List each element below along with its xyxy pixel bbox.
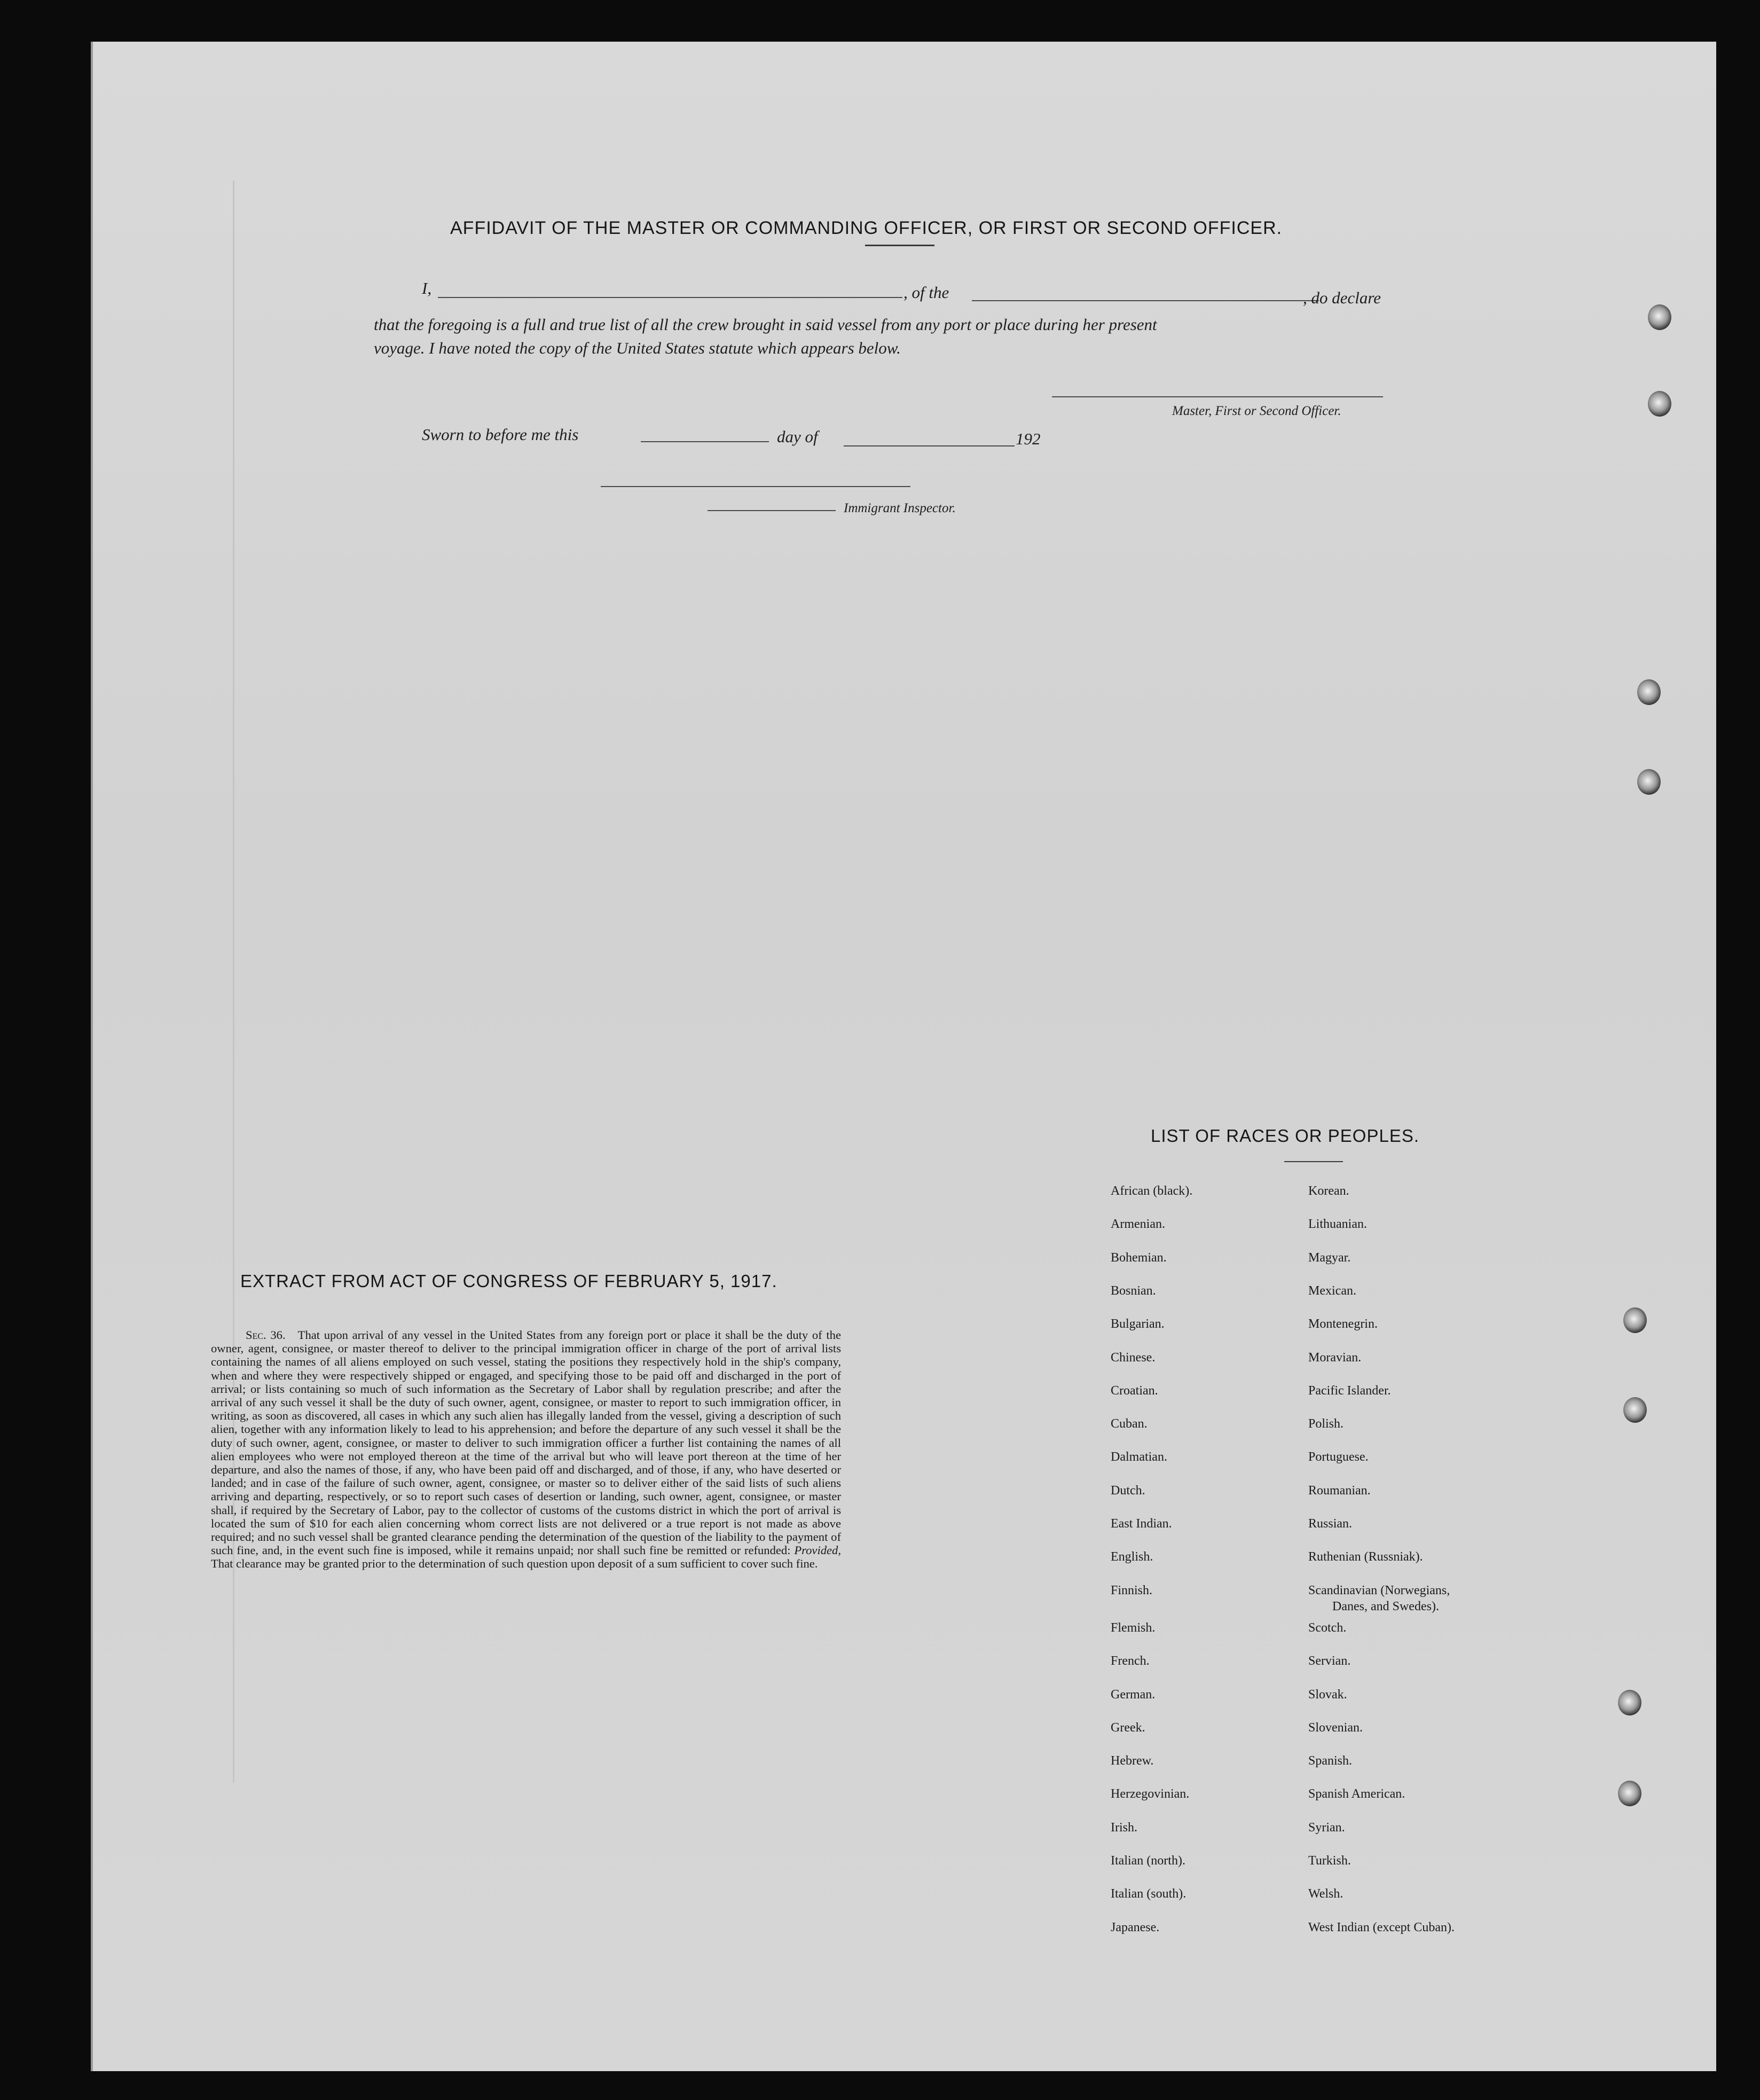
race-list-item: Bulgarian. — [1111, 1317, 1165, 1331]
year-prefix: 192 — [1016, 429, 1041, 448]
race-list-item: Russian. — [1308, 1517, 1353, 1531]
race-list-item: Servian. — [1308, 1654, 1351, 1668]
race-list-item: Hebrew. — [1111, 1754, 1154, 1768]
race-list-item: Dalmatian. — [1111, 1450, 1167, 1464]
race-list-item: Spanish American. — [1308, 1787, 1405, 1801]
inspector-signature-label: Immigrant Inspector. — [844, 501, 956, 515]
race-list-item: Turkish. — [1308, 1854, 1351, 1868]
document-sheet — [91, 42, 1716, 2071]
races-title-underline — [1284, 1161, 1343, 1162]
race-list-item: Italian (north). — [1111, 1854, 1185, 1868]
race-list-item: Moravian. — [1308, 1351, 1362, 1365]
do-declare-text: , do declare — [1303, 288, 1381, 307]
day-of-text: day of — [777, 427, 818, 446]
race-list-item: Mexican. — [1308, 1284, 1356, 1298]
extract-statute-text — [211, 1328, 841, 1571]
race-list-item: Slovenian. — [1308, 1721, 1363, 1735]
affidavit-title: AFFIDAVIT OF THE MASTER OR COMMANDING OFFICER, OR FIRST OR SECOND OFFICER. — [450, 218, 1283, 238]
extract-title: EXTRACT FROM ACT OF CONGRESS OF FEBRUARY 5, 1917. — [240, 1271, 777, 1291]
punch-hole-icon — [1618, 1690, 1641, 1715]
master-signature-label: Master, First or Second Officer. — [1172, 404, 1341, 418]
sworn-text: Sworn to before me this — [422, 425, 579, 444]
race-list-item: Polish. — [1308, 1417, 1344, 1431]
race-list-item: Roumanian. — [1308, 1484, 1371, 1498]
section-number: Sec. 36. — [246, 1328, 286, 1342]
sworn-month-field[interactable] — [844, 445, 1015, 446]
punch-hole-icon — [1648, 391, 1671, 417]
race-list-item: Chinese. — [1111, 1351, 1156, 1365]
race-list-item: Italian (south). — [1111, 1887, 1187, 1901]
declaration-line-3: voyage. I have noted the copy of the United States statute which appears below. — [374, 339, 901, 357]
race-list-item: Irish. — [1111, 1821, 1137, 1835]
race-list-item: Welsh. — [1308, 1887, 1343, 1901]
race-list-item: Magyar. — [1308, 1251, 1351, 1265]
race-list-item: Spanish. — [1308, 1754, 1353, 1768]
race-list-item: West Indian (except Cuban). — [1308, 1921, 1455, 1934]
punch-hole-icon — [1637, 769, 1661, 795]
sworn-day-field[interactable] — [641, 441, 769, 442]
statute-text-part-1: That upon arrival of any vessel in the United States from any foreign port or place it shall be the duty of the owner, agent, consignee, or master thereof to deliver to the principal immigration officer in charge of the port of arrival lists containing the names of all aliens employed on such vessel, stating the positions they respectively hold in the ship's company, when and where they were respectively shipped or engaged, and specifying those to be paid off and discharged in the port of arrival; or lists containing so much of such information as the Secretary of Labor shall by regulation prescribe; and after the arrival of any such vessel it shall be the duty of such owner, agent, consignee, or master to report to such immigration officer, in writing, as soon as discovered, all cases in which any such alien has illegally landed from the vessel, giving a description of such alien, together with any information likely to lead to his apprehension; and before the departure of any such vessel it shall be the duty of such owner, agent, consignee, or master to deliver to such immigration officer a further list containing the names of all alien employees who were not employed thereon at the time of the arrival but who will leave port thereon at the time of her departure, and also the names of those, if any, who have been paid off and discharged, and of those, if any, who have deserted or landed; and in case of the failure of such owner, agent, consignee, or master so to deliver either of the said lists of such aliens arriving and departing, respectively, or so to report such cases of desertion or landing, such owner, agent, consignee, or master shall, if required by the Secretary of Labor, pay to the collector of customs of the customs district in which the port of arrival is located the sum of $10 for each alien concerning whom correct lists are not delivered or a true report is not made as above required; and no such vessel shall be granted clearance pending the determination of the question of the liability to the payment of such fine, and, in the event such fine is imposed, while it remains unpaid; nor shall such fine be remitted or refunded: — [211, 1328, 841, 1557]
race-list-item: Lithuanian. — [1308, 1217, 1367, 1231]
race-list-item: German. — [1111, 1688, 1156, 1702]
race-list-item: Bohemian. — [1111, 1251, 1167, 1265]
race-list-item: Croatian. — [1111, 1384, 1158, 1398]
race-list-item: Portuguese. — [1308, 1450, 1369, 1464]
punch-hole-icon — [1623, 1397, 1647, 1423]
race-list-item: Finnish. — [1111, 1584, 1153, 1597]
race-list-item: Greek. — [1111, 1721, 1145, 1735]
race-list-item: Pacific Islander. — [1308, 1384, 1391, 1398]
inspector-signature-line-upper — [601, 486, 910, 487]
master-signature-field[interactable] — [1052, 396, 1383, 397]
race-list-item: Syrian. — [1308, 1821, 1345, 1835]
race-list-item: Dutch. — [1111, 1484, 1145, 1498]
inspector-signature-field[interactable] — [708, 510, 836, 511]
race-list-item: Danes, and Swedes). — [1332, 1600, 1439, 1613]
race-list-item: African (black). — [1111, 1184, 1193, 1198]
race-list-item: Korean. — [1308, 1184, 1349, 1198]
vessel-name-field[interactable] — [972, 300, 1319, 301]
punch-hole-icon — [1637, 679, 1661, 705]
punch-hole-icon — [1623, 1307, 1647, 1333]
race-list-item: French. — [1111, 1654, 1150, 1668]
race-list-item: Japanese. — [1111, 1921, 1160, 1934]
of-the-text: , of the — [903, 283, 949, 302]
race-list-item: Cuban. — [1111, 1417, 1148, 1431]
punch-hole-icon — [1648, 304, 1671, 330]
declaration-line-2: that the foregoing is a full and true list of all the crew brought in said vessel from any port or place during her present — [374, 315, 1157, 334]
races-title: LIST OF RACES OR PEOPLES. — [1151, 1126, 1420, 1146]
declarant-prefix: I, — [422, 279, 432, 297]
title-underline — [865, 245, 934, 246]
race-list-item: Flemish. — [1111, 1621, 1156, 1635]
race-list-item: Slovak. — [1308, 1688, 1347, 1702]
race-list-item: Scandinavian (Norwegians, — [1308, 1584, 1450, 1597]
race-list-item: Scotch. — [1308, 1621, 1347, 1635]
statute-text-part-2: That clearance may be granted prior to the determination of such question upon deposit of a sum sufficient to cover such fine. — [211, 1557, 818, 1571]
race-list-item: Ruthenian (Russniak). — [1308, 1550, 1423, 1564]
race-list-item: East Indian. — [1111, 1517, 1172, 1531]
race-list-item: Armenian. — [1111, 1217, 1165, 1231]
race-list-item: Herzegovinian. — [1111, 1787, 1190, 1801]
race-list-item: English. — [1111, 1550, 1153, 1564]
race-list-item: Montenegrin. — [1308, 1317, 1378, 1331]
race-list-item: Bosnian. — [1111, 1284, 1156, 1298]
punch-hole-icon — [1618, 1781, 1641, 1806]
declarant-name-field[interactable] — [438, 297, 902, 298]
provided-clause: Provided, — [794, 1543, 842, 1557]
